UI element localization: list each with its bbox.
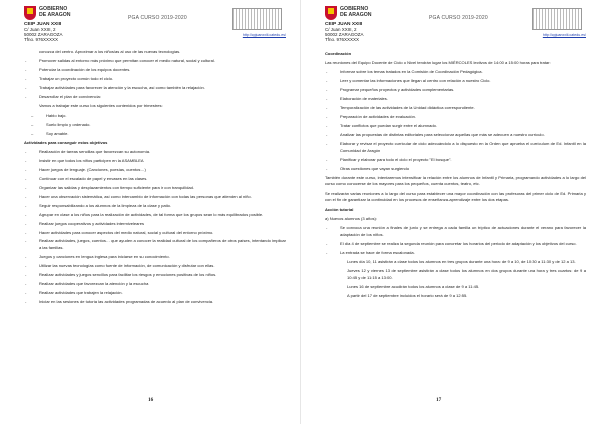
list-item: - Organizar las salidas y desplazamientos con tiempo suficiente para ir con tranquilidad. [24,185,286,192]
school-url-link[interactable]: http://cpjuanxxiii.catedu.es/ [542,33,586,37]
list-item: - La entrada se hace de forma escalonada. [325,250,586,257]
paragraph: También durante este curso, intentaremos intensificar la relación entre los alumnos de Infantil y Primaria, programando actividades a lo largo del curso como conocerse de los mayores para los pequeños, cuenta cuentos, teatro, etc. [325,174,586,187]
convivencia-list [24,113,286,138]
list-item: - Hacer actividades para conocer aspectos del medio natural, social y cultural del entorno próximo. [24,230,286,237]
school-tel: Tfno. 976XXXXX [325,37,360,42]
list-item: - Trabajar un proyecto común todo el ciclo. [24,76,286,83]
section-title: Actividades para conseguir estos objetivos [24,139,108,145]
qr-code-icon [532,8,582,30]
list-item: - Se convoca una reunión a finales de junio y se entrega a cada familia un tríptico de actuaciones durante el verano para favorecer la adaptación de los niños. [325,225,586,238]
objectives-list [24,58,286,101]
logo [24,6,104,42]
list-item: - Insistir en que todos los niños participen en la ASAMBLEA [24,158,286,165]
course-label: PGA CURSO 2019-2020 [429,15,488,21]
activities-list [24,149,286,306]
list-item: - Seguir responsabilizando a los alumnos de la limpieza de la clase y patio. [24,203,286,210]
list-item: - Temporalización de las actividades de la Unidad didáctica correspondiente. [325,105,586,112]
list-item: - Preparación de actividades de evaluación. [325,114,586,121]
list-item: - El día 4 de septiembre se realiza la segunda reunión para concretar los horarios del periodo de adaptación y los objetivos del curso. [325,241,586,248]
page-content [24,49,286,306]
coordination-list [325,69,586,172]
list-item: - Promover salidas al entorno más próximo que permitan conocer el medio natural, social y cultural. [24,58,286,65]
aragon-shield-icon [24,6,36,20]
school-name: CEIP JUAN XXIII [325,22,363,27]
list-item: – Hablo bajo. [24,113,286,120]
logo [325,6,405,42]
list-item: - Juegos y canciones en lengua inglesa para iniciarse en su conocimiento. [24,254,286,261]
list-item: - Realizar actividades, juegos, cuentos… que ayuden a conocer la realidad cultural de los compañeros de otros países, intentando implicar a las familias. [24,238,286,251]
schedule-item: Jueves 12 y viernes 13 de septiembre asistirán a clase todos los alumnos en dos grupos durante una hora y tres cuartos: de 9 a 10:45 y de 11:15 a 13:00. [347,268,586,280]
aragon-shield-icon [325,6,337,20]
list-item: - Hacer juegos de lenguaje. (Canciones, poesías, cuentos…) [24,167,286,174]
school-addr2: 50002 ZARAGOZA [24,32,63,37]
school-url-link[interactable]: http://cpjuanxxiii.catedu.es/ [242,33,286,37]
list-item: - Iniciar en las sesiones de tutoría las actividades programadas de acuerdo al plan de convivencia. [24,299,286,306]
list-item: - Elaborar y revisar el proyecto curricular de ciclo adecuándolo a lo dispuesto en la Orden que aprueba el currículum de Ed. Infantil en la Comunidad de Aragón [325,141,586,154]
list-item: - Realización de tareas sencillas que favorezcan su autonomía. [24,149,286,156]
school-tel: Tfno. 976XXXXX [24,37,59,42]
school-addr1: C/ Juan XXIII, 2 [24,27,56,32]
schedule-item: A partir del 17 de septiembre incluidos el horario será de 9 a 12:55. [347,293,468,299]
course-label: PGA CURSO 2019-2020 [128,15,187,21]
tutorial-list [325,225,586,256]
school-addr2: 50002 ZARAGOZA [325,32,364,37]
convivencia-text: Vamos a trabajar este curso los siguientes contenidos por trimestres: [39,103,163,109]
page-right [300,0,600,424]
list-item: - Trabajar actividades para favorecer la atención y la escucha, así como también la relajación. [24,85,286,92]
list-item: - Realizar juegos cooperativos y actividades intermiveleares [24,221,286,228]
page-number: 16 [148,397,154,403]
school-name: CEIP JUAN XXIII [24,22,62,27]
list-item: - Utilizar las nuevas tecnologías como fuente de información, de comunicación y disfrutar con ellas. [24,263,286,270]
list-item: - Leer y comentar las informaciones que llegan al centro con relación a nuestro Ciclo. [325,78,586,85]
list-item: - Informar sobre los temas tratados en la Comisión de Coordinación Pedagógica. [325,69,586,76]
list-item: – Suelo limpio y ordenado. [24,122,286,129]
schedule-item: Lunes 16 de septiembre acudirán todos los alumnos a clase de 9 a 11:45. [347,284,480,290]
gov-line2: DE ARAGON [340,12,372,18]
coordination-text: Las reuniones del Equipo Docente de Ciclo o Nivel tendrán lugar los MIÉRCOLES lectivos de 14:00 a 15:00 horas para tratar: [325,59,551,65]
list-item: - Realizar actividades que favorezcan la atención y la escucha [24,281,286,288]
list-item: - Analizar las propuestas de distintas editoriales para seleccionar aquellas que más se adecuen a nuestro currículo. [325,132,586,139]
qr-code-icon [232,8,282,30]
subsection-title: a) Nuevos alumnos (3 años): [325,215,377,221]
list-item: - Otras cuestiones que vayan surgiendo [325,166,586,173]
list-item: - Continuar con el escalado de papel y envases en las clases. [24,176,286,183]
section-title: Acción tutorial [325,206,354,212]
section-title: Coordinación [325,51,352,56]
list-item: - Desarrollar el plan de convivencia: [24,94,286,101]
list-item: - Planificar y elaborar para todo el ciclo el proyecto "El bosque". [325,157,586,164]
list-item: - Hacer una observación sistemática, así como intercambio de información con todas las personas que atienden al niño. [24,194,286,201]
gov-line2: DE ARAGON [39,12,71,18]
paragraph: Se realizarán varias reuniones a lo largo del curso para establecer una mayor coordinación con las profesoras del primer ciclo de Ed. Primaria y con el fin de garantizar la continuidad en los procesos de enseñanza-aprendizaje entre los dos etapas. [325,190,586,203]
gov-line1: GOBIERNO [39,6,68,13]
list-item: - Potenciar la coordinación de los equipos docentes. [24,67,286,74]
page-number: 17 [436,397,442,403]
list-item: - Elaboración de materiales. [325,96,586,103]
list-item: - Realizar actividades y juegos sencillos para facilitar los riesgos y emociones positivas de los niños. [24,272,286,279]
schedule-item: Lunes día 10, 11 asistirán a clase todos los alumnos en tres grupos durante una hora: de 9 a 10, de 10:30 a 11:30 y de 12 a 13. [347,258,576,264]
page-header [325,5,586,49]
intro-item: conozca del centro. Aproximar a los niños/as al uso de las nuevas tecnologías. [39,49,181,54]
page-content [325,51,586,300]
page-header [24,5,286,49]
gov-line1: GOBIERNO [340,6,369,13]
list-item: - Tratar conflictos que puedan surgir entre el alumnado. [325,123,586,130]
list-item: – Soy amable. [24,131,286,138]
school-addr1: C/ Juan XXIII, 2 [325,27,357,32]
list-item: - Agrupar en clase a los niños para la realización de actividades, de tal forma que los grupos sean lo más equilibrados posible. [24,212,286,219]
list-item: - Programar pequeños proyectos y actividades complementarias. [325,87,586,94]
list-item: - Realizar actividades que trabajen la relajación. [24,290,286,297]
